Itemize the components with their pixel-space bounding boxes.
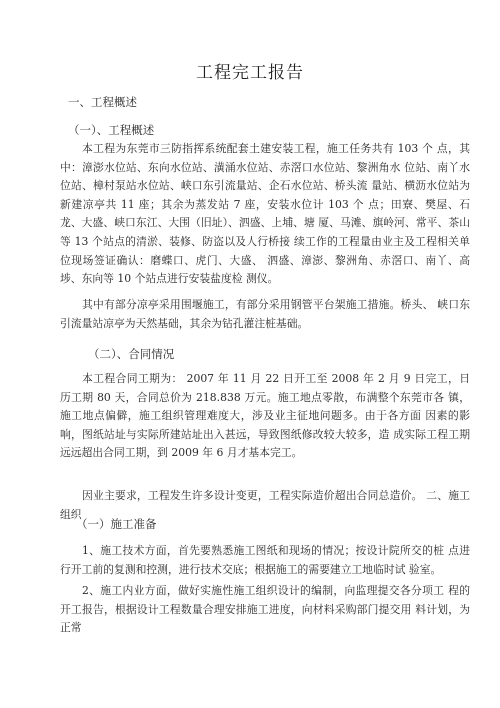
subsection-heading-overview: （一）、工程概述	[68, 123, 155, 137]
subsection-heading-contract: （二）、合同情况	[88, 347, 175, 361]
paragraph-technical-prep: 1、施工技术方面，首先要熟悉施工图纸和现场的情况；按设计院所交的桩 点进行开工前的复测和控测，进行技术交底；根据施工的需要建立工地临时试 验室。	[60, 544, 470, 576]
section-heading-overview: 一、工程概述	[68, 95, 137, 109]
paragraph-design-changes: 因业主要求，工程发生许多设计变更，工程实际造价超出合同总造价。 二、施工组织	[60, 489, 470, 521]
subsection-heading-preparation: （一）施工准备	[76, 517, 157, 531]
paragraph-contract-details: 本工程合同工期为： 2007 年 11 月 22 日开工至 2008 年 2 月 9 日完工，日 历工期 80 天，合同总价为 218.838 万元。施工地点零散，布满整个东莞市各 镇，施工地点偏僻，施工组织管理难度大，涉及业主征地问题多。由于各方面 因素的影响，图纸站址与实际所建站址出入甚远，导致图纸修改较大较多，造 成实际工程工期远远超出合同工期，到 2009 年 6 月才基本完工。	[60, 372, 470, 460]
paragraph-internal-prep: 2、施工内业方面，做好实施性施工组织设计的编制，向监理提交各分项工 程的开工报告，根据设计工程数量合理安排施工进度，向材料采购部门提交用 料计划，为正常	[60, 584, 470, 635]
paragraph-project-scope: 本工程为东莞市三防指挥系统配套土建安装工程，施工任务共有 103 个 点，其中：漳澎水位站、东向水位站、潢涌水位站、赤滘口水位站、黎洲角水 位站、南丫水位站、樟村泵站水位站、峡口东引流量站、企石水位站、桥头流 量站、横沥水位站为新建凉亭共 11 座；其余为蒸发站 7 座，安装水位计 103 个 点；田寮、樊屋、石龙、大盛、峡口东江、大围（旧址）、泗盛、上埔、塘 厦、马滩、旗岭河、常平、茶山等 13 个站点的清淤、装修、防盗以及人行桥接 续工作的工程量由业主及工程相关单位现场签证确认：磨蝶口、虎门、大盛、 泗盛、漳澎、黎洲角、赤滘口、南丫、高埗、东向等 10 个站点进行安装盐度检 测仪。	[60, 142, 470, 286]
document-title: 工程完工报告	[196, 63, 304, 83]
paragraph-construction-methods: 其中有部分凉亭采用围堰施工，有部分采用钢管平台架施工措施。桥头、 峡口东引流量站凉亭为天然基础，其余为钻孔灌注桩基础。	[60, 298, 470, 330]
